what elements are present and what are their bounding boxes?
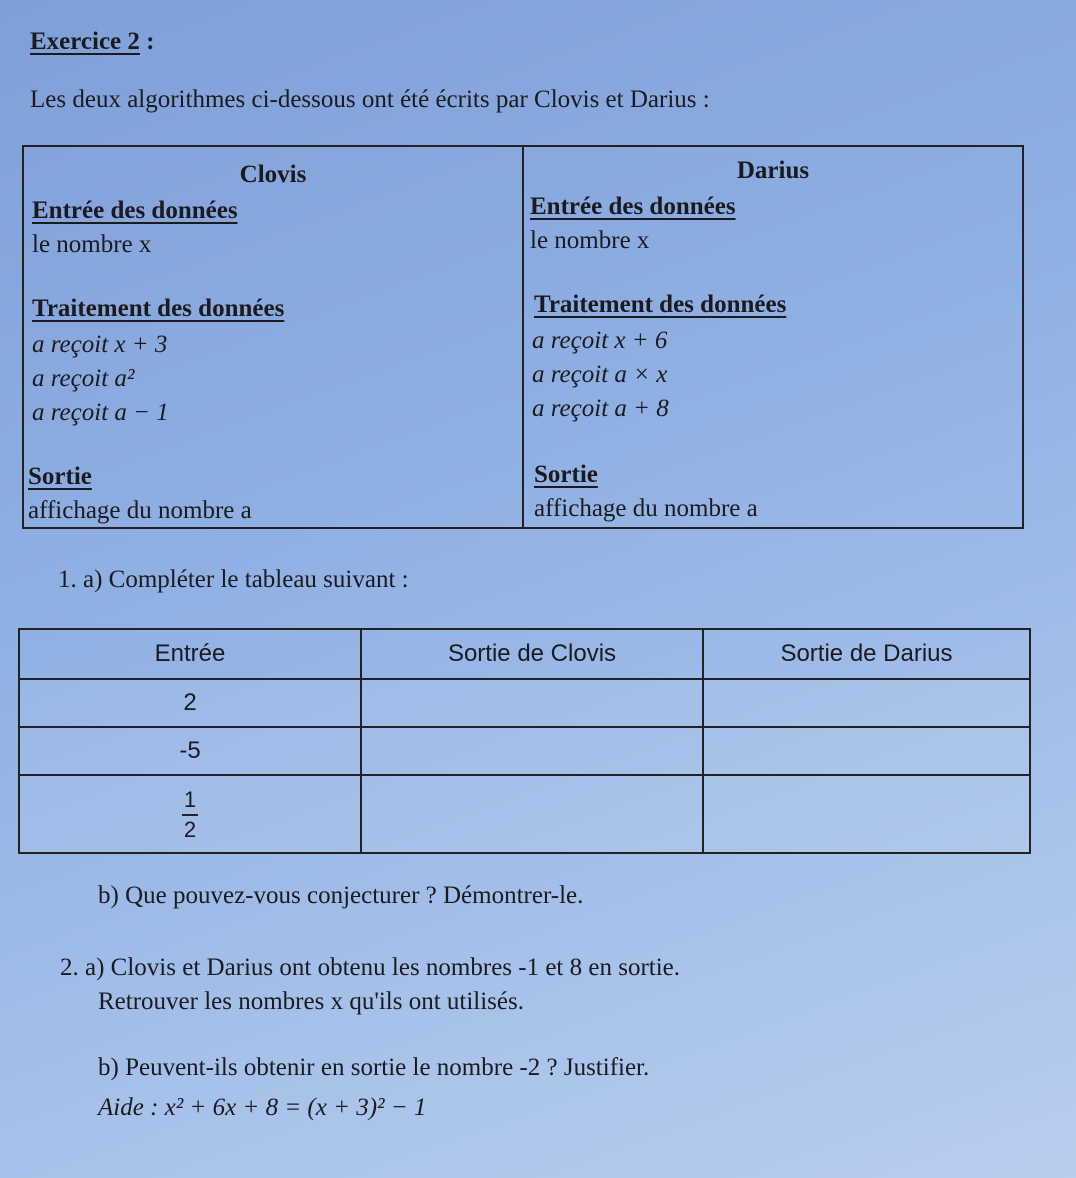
- darius-input-header: Entrée des données: [530, 193, 736, 220]
- clovis-output-header: Sortie: [28, 463, 92, 490]
- question-1b: b) Que pouvez-vous conjecturer ? Démontrer-le.: [98, 882, 584, 909]
- fraction-one-half: [182, 788, 198, 842]
- fraction-bar: [182, 814, 198, 816]
- darius-output-cell[interactable]: [703, 775, 1030, 853]
- darius-output-cell[interactable]: [703, 679, 1030, 727]
- clovis-step-3: a reçoit a − 1: [32, 399, 169, 426]
- clovis-step-1: a reçoit x + 3: [32, 331, 168, 358]
- clovis-output-cell[interactable]: [361, 727, 703, 775]
- clovis-output-cell[interactable]: [361, 775, 703, 853]
- results-header-row: [19, 629, 1030, 679]
- darius-output-header: Sortie: [534, 461, 598, 488]
- fraction-numerator: 1: [183, 786, 197, 812]
- darius-step-1: a reçoit x + 6: [532, 327, 668, 354]
- clovis-column: [24, 147, 524, 527]
- clovis-input-header: Entrée des données: [32, 197, 238, 224]
- question-2b: b) Peuvent-ils obtenir en sortie le nombre -2 ? Justifier.: [98, 1054, 650, 1081]
- question-2a: 2. a) Clovis et Darius ont obtenu les nombres -1 et 8 en sortie.: [60, 954, 681, 981]
- darius-output-line: affichage du nombre a: [534, 495, 758, 522]
- algorithms-table: [22, 145, 1024, 529]
- darius-name: Darius: [736, 157, 810, 184]
- clovis-input-line: le nombre x: [32, 231, 152, 258]
- question-2a-continued: Retrouver les nombres x qu'ils ont utilisés.: [98, 988, 524, 1015]
- clovis-processing-header: Traitement des données: [32, 295, 285, 322]
- darius-step-2: a reçoit a × x: [532, 361, 668, 388]
- results-table: [18, 628, 1031, 854]
- clovis-step-2: a reçoit a²: [32, 365, 135, 392]
- header-entree: Entrée: [19, 629, 361, 679]
- table-row: [19, 727, 1030, 775]
- darius-input-line: le nombre x: [530, 227, 650, 254]
- hint-formula: Aide : x² + 6x + 8 = (x + 3)² − 1: [98, 1094, 427, 1121]
- clovis-output-line: affichage du nombre a: [28, 497, 252, 524]
- entree-cell: 2: [19, 679, 361, 727]
- header-sortie-clovis: Sortie de Clovis: [361, 629, 703, 679]
- entree-cell: [19, 775, 361, 853]
- clovis-name: Clovis: [239, 161, 307, 188]
- header-sortie-darius: Sortie de Darius: [703, 629, 1030, 679]
- table-row: [19, 775, 1030, 853]
- darius-step-3: a reçoit a + 8: [532, 395, 669, 422]
- exercise-title: Exercice 2 :: [30, 28, 155, 55]
- question-1a: 1. a) Compléter le tableau suivant :: [58, 566, 409, 593]
- table-row: [19, 679, 1030, 727]
- darius-output-cell[interactable]: [703, 727, 1030, 775]
- darius-processing-header: Traitement des données: [534, 291, 787, 318]
- darius-column: [524, 147, 1022, 527]
- exercise-intro: Les deux algorithmes ci-dessous ont été écrits par Clovis et Darius :: [30, 86, 710, 113]
- clovis-output-cell[interactable]: [361, 679, 703, 727]
- fraction-denominator: 2: [183, 817, 197, 842]
- entree-cell: -5: [19, 727, 361, 775]
